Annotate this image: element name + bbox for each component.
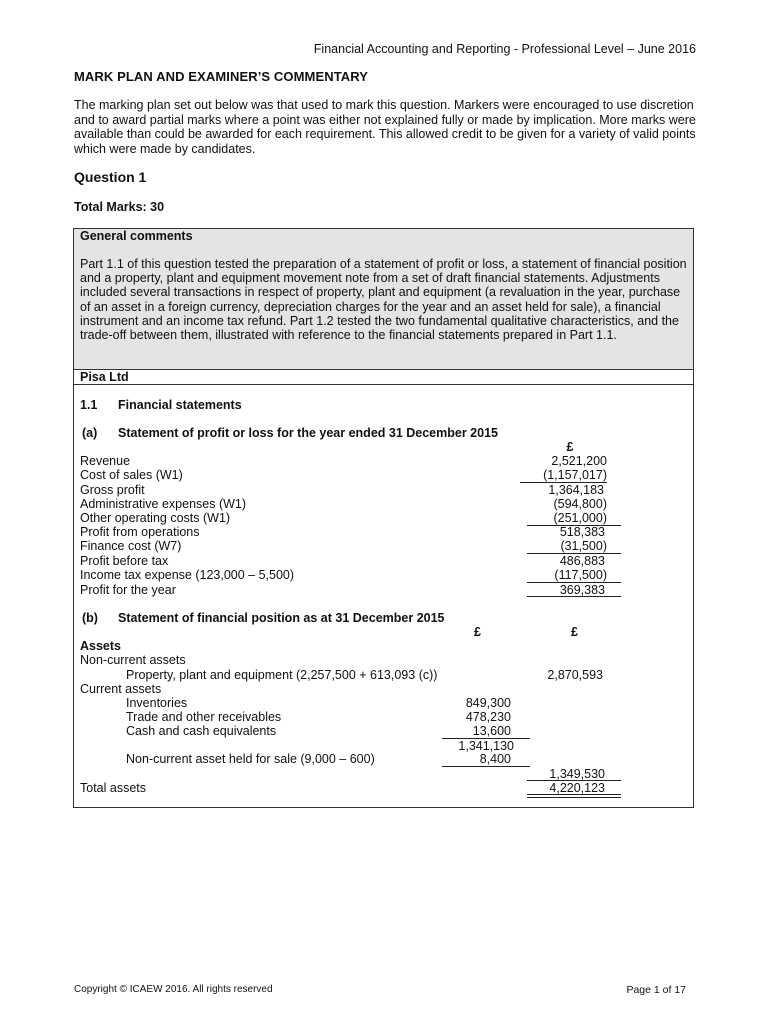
- receivables-amount: 478,230: [465, 710, 511, 724]
- held-for-sale-label: Non-current asset held for sale (9,000 – 600): [126, 752, 375, 766]
- pl-amount-tax: (117,500): [554, 568, 607, 582]
- pl-label-profit-year: Profit for the year: [80, 583, 176, 597]
- rule: [527, 794, 621, 795]
- total-assets-label: Total assets: [80, 781, 147, 795]
- question-heading: Question 1: [74, 169, 147, 185]
- pl-amount-finance-cost: (31,500): [560, 539, 607, 553]
- ppe-label: Property, plant and equipment (2,257,500 + 613,093 (c)): [126, 668, 438, 682]
- pl-amount-profit-year: 369,383: [559, 583, 605, 597]
- total-marks: Total Marks: 30: [74, 200, 165, 214]
- pl-label-tax: Income tax expense (123,000 – 5,500): [80, 568, 295, 582]
- pl-label-finance-cost: Finance cost (W7): [80, 539, 182, 553]
- receivables-label: Trade and other receivables: [126, 710, 282, 724]
- part-a-currency: £: [566, 440, 574, 454]
- pl-amount-cost-of-sales: (1,157,017): [520, 468, 607, 483]
- pl-amount-revenue: 2,521,200: [551, 454, 607, 468]
- part-a-label: (a): [82, 426, 98, 440]
- cash-amount: 13,600: [472, 724, 511, 738]
- part-b-label: (b): [82, 611, 98, 625]
- pl-amount-other-costs: (251,000): [553, 511, 607, 525]
- pl-label-admin: Administrative expenses (W1): [80, 497, 247, 511]
- pl-label-other-costs: Other operating costs (W1): [80, 511, 231, 525]
- general-comments-heading: General comments: [80, 229, 193, 243]
- pl-label-gross-profit: Gross profit: [80, 483, 145, 497]
- current-total: 1,349,530: [549, 767, 605, 781]
- rule: [527, 596, 621, 597]
- company-name: Pisa Ltd: [80, 370, 129, 384]
- divider: [74, 384, 693, 385]
- general-comments-text: Part 1.1 of this question tested the preparation of a statement of profit or loss, a statement of financial position and a property, plant and equipment movement note from a set of draft financial statements. Adjustments included several transactions in respect of property, plant and equipment (a revaluation in the year, purchase of an asset in a foreign currency, depreciation charges for the year and an asset held for sale), a financial instrument and an income tax refund. Part 1.2 tested the two fundamental qualitative characteristics, and the trade-off between them, illustrated with reference to the financial statements prepared in Part 1.1.: [80, 257, 687, 343]
- current-heading: Current assets: [80, 682, 162, 696]
- pl-amount-pbt: 486,883: [559, 554, 605, 568]
- assets-heading: Assets: [80, 639, 121, 653]
- inventories-amount: 849,300: [465, 696, 511, 710]
- pl-label-pbt: Profit before tax: [80, 554, 169, 568]
- pl-amount-gross-profit: 1,364,183: [548, 483, 604, 497]
- part-a-title: Statement of profit or loss for the year ended 31 December 2015: [118, 426, 498, 440]
- part-b-title: Statement of financial position as at 31 December 2015: [118, 611, 445, 625]
- total-assets-amount: 4,220,123: [549, 781, 605, 795]
- pl-label-cost-of-sales: Cost of sales (W1): [80, 468, 183, 482]
- section-number: 1.1: [80, 398, 98, 412]
- inventories-label: Inventories: [126, 696, 188, 710]
- cash-label: Cash and cash equivalents: [126, 724, 277, 738]
- held-for-sale-amount: 8,400: [479, 752, 511, 766]
- pl-amount-admin: (594,800): [553, 497, 607, 511]
- ppe-amount: 2,870,593: [547, 668, 603, 682]
- pl-label-revenue: Revenue: [80, 454, 131, 468]
- intro-paragraph: The marking plan set out below was that used to mark this question. Markers were encouraged to use discretion and to award partial marks where a point was either not explained fully or made by implication. More marks were available than could be awarded for each requirement. This allowed credit to be given for a variety of valid points which were made by candidates.: [74, 98, 696, 156]
- non-current-heading: Non-current assets: [80, 653, 186, 667]
- rule: [527, 797, 621, 798]
- pl-amount-profit-ops: 518,383: [559, 525, 605, 539]
- page-title: MARK PLAN AND EXAMINER’S COMMENTARY: [74, 69, 369, 84]
- section-title: Financial statements: [118, 398, 242, 412]
- footer-page-number: Page 1 of 17: [626, 984, 686, 996]
- pl-label-profit-ops: Profit from operations: [80, 525, 200, 539]
- current-subtotal: 1,341,130: [458, 739, 514, 753]
- page-header: Financial Accounting and Reporting - Professional Level – June 2016: [313, 42, 696, 56]
- footer-copyright: Copyright © ICAEW 2016. All rights reserved: [74, 984, 273, 995]
- part-b-currency-1: £: [474, 625, 481, 639]
- part-b-currency-2: £: [571, 625, 578, 639]
